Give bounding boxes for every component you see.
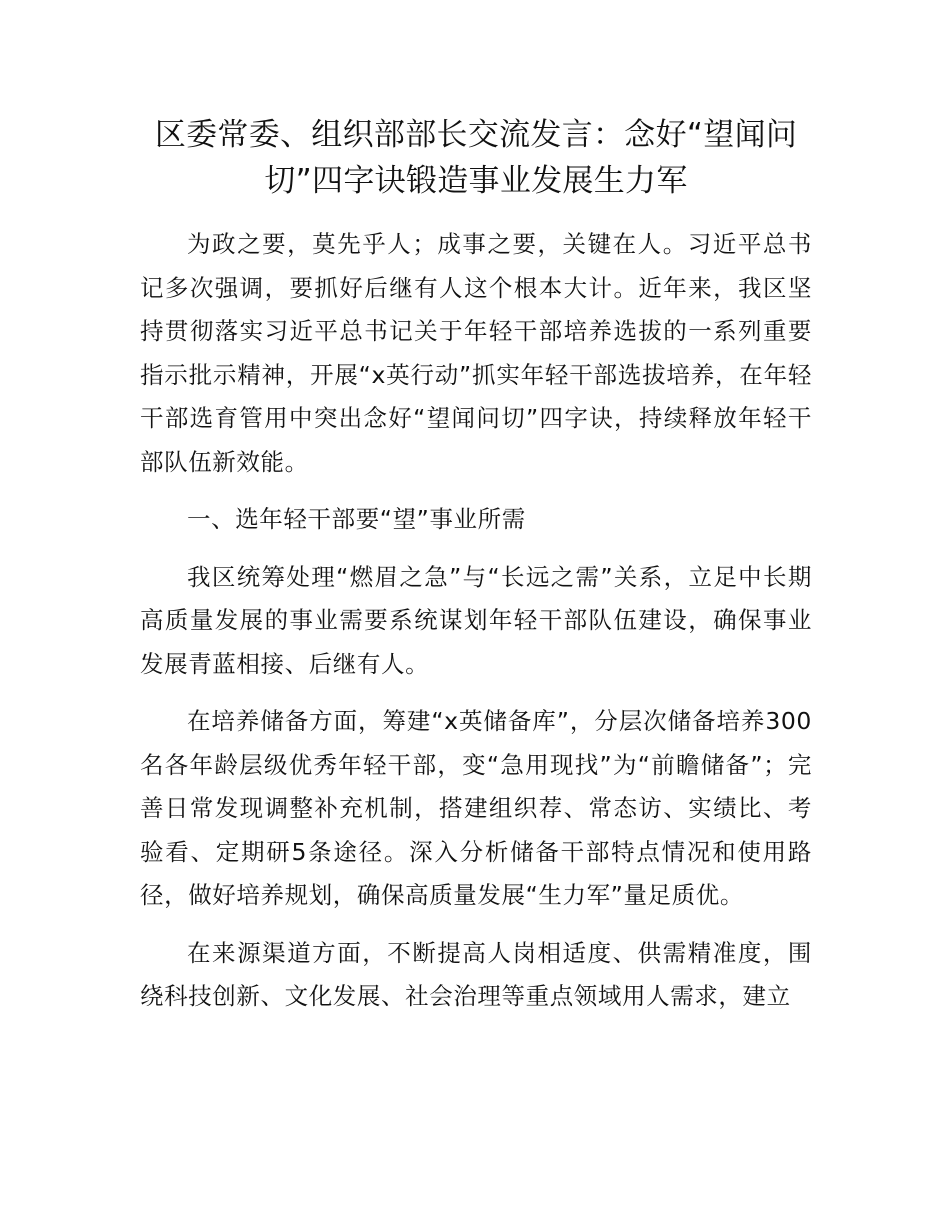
title-line-1: 区委常委、组织部部长交流发言：念好“望闻问 bbox=[154, 117, 798, 153]
title-line-2: 切”四字诀锻造事业发展生力军 bbox=[264, 163, 688, 199]
document-title bbox=[140, 112, 812, 204]
body-paragraph: 我区统筹处理“燃眉之急”与“长远之需”关系，立足中长期高质量发展的事业需要系统谋划年轻干部队伍建设，确保事业发展青蓝相接、后继有人。 bbox=[140, 562, 812, 678]
body-paragraph: 在培养储备方面，筹建“x英储备库”，分层次储备培养300名各年龄层级优秀年轻干部，变“急用现找”为“前瞻储备”；完善日常发现调整补充机制，搭建组织荐、常态访、实绩比、考验看、定期研5条途径。深入分析储备干部特点情况和使用路径，做好培养规划，确保高质量发展“生力军”量足质优。 bbox=[140, 707, 812, 909]
intro-paragraph: 为政之要，莫先乎人；成事之要，关键在人。习近平总书记多次强调，要抓好后继有人这个根本大计。近年来，我区坚持贯彻落实习近平总书记关于年轻干部培养选拔的一系列重要指示批示精神，开展“x英行动”抓实年轻干部选拔培养，在年轻干部选育管用中突出念好“望闻问切”四字诀，持续释放年轻干部队伍新效能。 bbox=[140, 230, 812, 476]
section-heading-1: 一、选年轻干部要“望”事业所需 bbox=[187, 505, 526, 533]
document-body bbox=[140, 223, 812, 1019]
body-paragraph: 在来源渠道方面，不断提高人岗相适度、供需精准度，围绕科技创新、文化发展、社会治理等重点领域用人需求，建立 bbox=[140, 938, 812, 1010]
document-content bbox=[140, 112, 812, 1033]
